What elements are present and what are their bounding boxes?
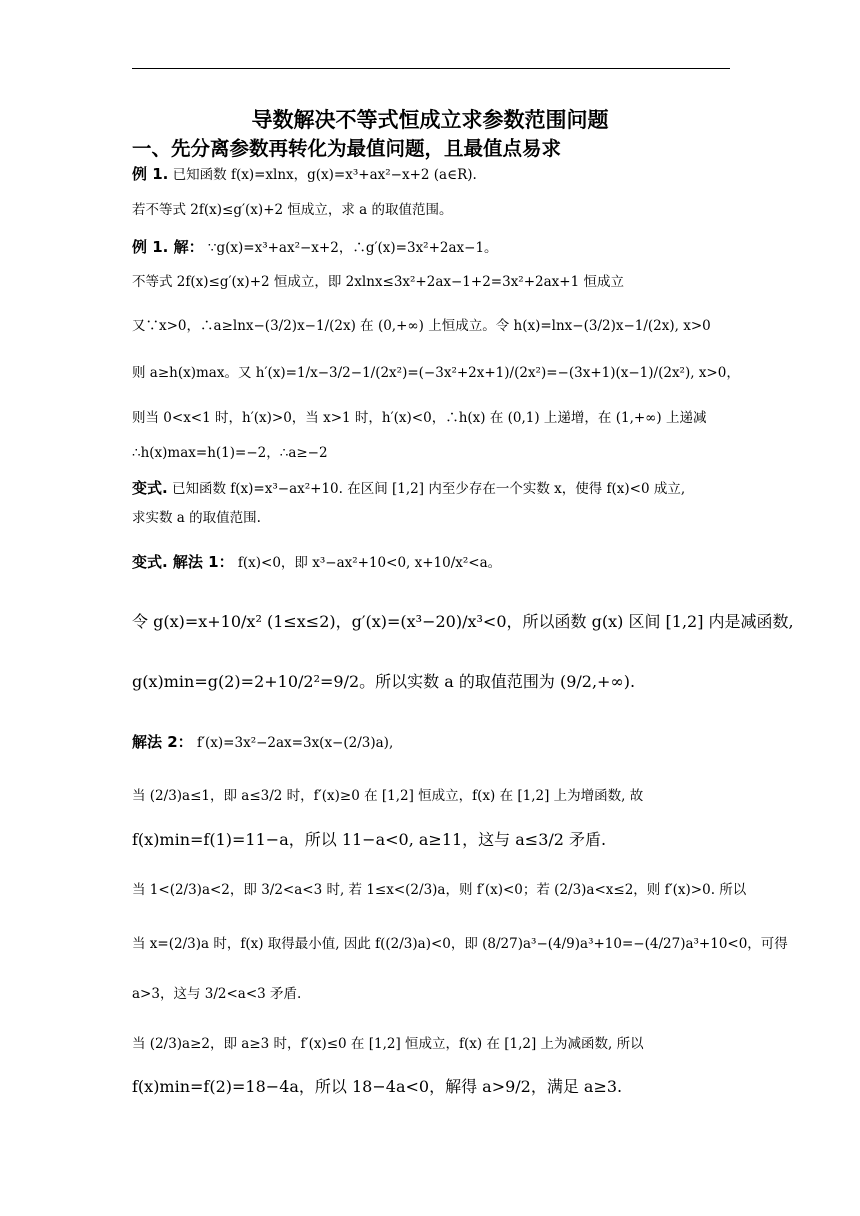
example-label: 例 1.	[132, 165, 169, 183]
method-2-label: 解法 2：	[132, 733, 193, 751]
solution-label: 例 1. 解：	[132, 238, 204, 256]
example-text: 已知函数 f(x)=xlnx，g(x)=x³+ax²−x+2 (a∈R).	[172, 167, 477, 183]
solution-line-4: 则 a≥h(x)max。又 h′(x)=1/x−3/2−1/(2x²)=(−3x²+2x+1)/(2x²)=−(3x+1)(x−1)/(2x²), x>0，	[132, 365, 740, 381]
header-rule	[132, 68, 730, 69]
method-1-line-3: g(x)min=g(2)=2+10/2²=9/2。所以实数 a 的取值范围为 (9/2,+∞).	[132, 672, 636, 691]
solution-line-3: 又∵x>0，∴a≥lnx−(3/2)x−1/(2x) 在 (0,+∞) 上恒成立。令 h(x)=lnx−(3/2)x−1/(2x), x>0	[132, 318, 711, 334]
section-heading: 一、先分离参数再转化为最值问题，且最值点易求	[132, 137, 562, 160]
variant-line-1	[132, 478, 685, 499]
method-2-text-1: f′(x)=3x²−2ax=3x(x−(2/3)a),	[196, 735, 394, 751]
solution-line-6: ∴h(x)max=h(1)=−2，∴a≥−2	[132, 445, 328, 461]
method-2-line-5: 当 x=(2/3)a 时，f(x) 取得最小值, 因此 f((2/3)a)<0，即 (8/27)a³−(4/9)a³+10=−(4/27)a³+10<0，可得	[132, 936, 788, 952]
method-2-line-2: 当 (2/3)a≤1，即 a≤3/2 时，f′(x)≥0 在 [1,2] 恒成立，f(x) 在 [1,2] 上为增函数, 故	[132, 788, 644, 804]
solution-text-1: ∵g(x)=x³+ax²−x+2，∴g′(x)=3x²+2ax−1。	[207, 240, 498, 256]
method-2-line-1	[132, 732, 393, 753]
method-1-line-2: 令 g(x)=x+10/x² (1≤x≤2)，g′(x)=(x³−20)/x³<0，所以函数 g(x) 区间 [1,2] 内是减函数,	[132, 612, 794, 631]
method-1-label: 变式. 解法 1：	[132, 553, 234, 571]
method-2-line-6: a>3，这与 3/2<a<3 矛盾.	[132, 986, 302, 1002]
method-2-line-7: 当 (2/3)a≥2，即 a≥3 时，f′(x)≤0 在 [1,2] 恒成立，f(x) 在 [1,2] 上为减函数, 所以	[132, 1036, 644, 1052]
solution-line-5: 则当 0<x<1 时，h′(x)>0，当 x>1 时，h′(x)<0，∴h(x) 在 (0,1) 上递增，在 (1,+∞) 上递减	[132, 410, 707, 426]
variant-line-2: 求实数 a 的取值范围.	[132, 510, 261, 526]
variant-label: 变式.	[132, 479, 168, 497]
example-1-line	[132, 164, 477, 185]
method-2-line-8: f(x)min=f(2)=18−4a，所以 18−4a<0，解得 a>9/2，满足 a≥3.	[132, 1077, 623, 1096]
method-2-line-4: 当 1<(2/3)a<2，即 3/2<a<3 时, 若 1≤x<(2/3)a，则 f′(x)<0；若 (2/3)a<x≤2，则 f′(x)>0. 所以	[132, 882, 747, 898]
example-question: 若不等式 2f(x)≤g′(x)+2 恒成立，求 a 的取值范围。	[132, 202, 453, 218]
solution-line-1	[132, 237, 498, 258]
method-1-line-1	[132, 552, 501, 573]
page-title: 导数解决不等式恒成立求参数范围问题	[251, 108, 609, 132]
method-2-line-3: f(x)min=f(1)=11−a，所以 11−a<0, a≥11，这与 a≤3/2 矛盾.	[132, 830, 607, 849]
solution-line-2: 不等式 2f(x)≤g′(x)+2 恒成立，即 2xlnx≤3x²+2ax−1+2=3x²+2ax+1 恒成立	[132, 274, 624, 290]
variant-text-1: 已知函数 f(x)=x³−ax²+10. 在区间 [1,2] 内至少存在一个实数 x，使得 f(x)<0 成立,	[172, 481, 686, 497]
method-1-text-1: f(x)<0，即 x³−ax²+10<0, x+10/x²<a。	[237, 555, 502, 571]
